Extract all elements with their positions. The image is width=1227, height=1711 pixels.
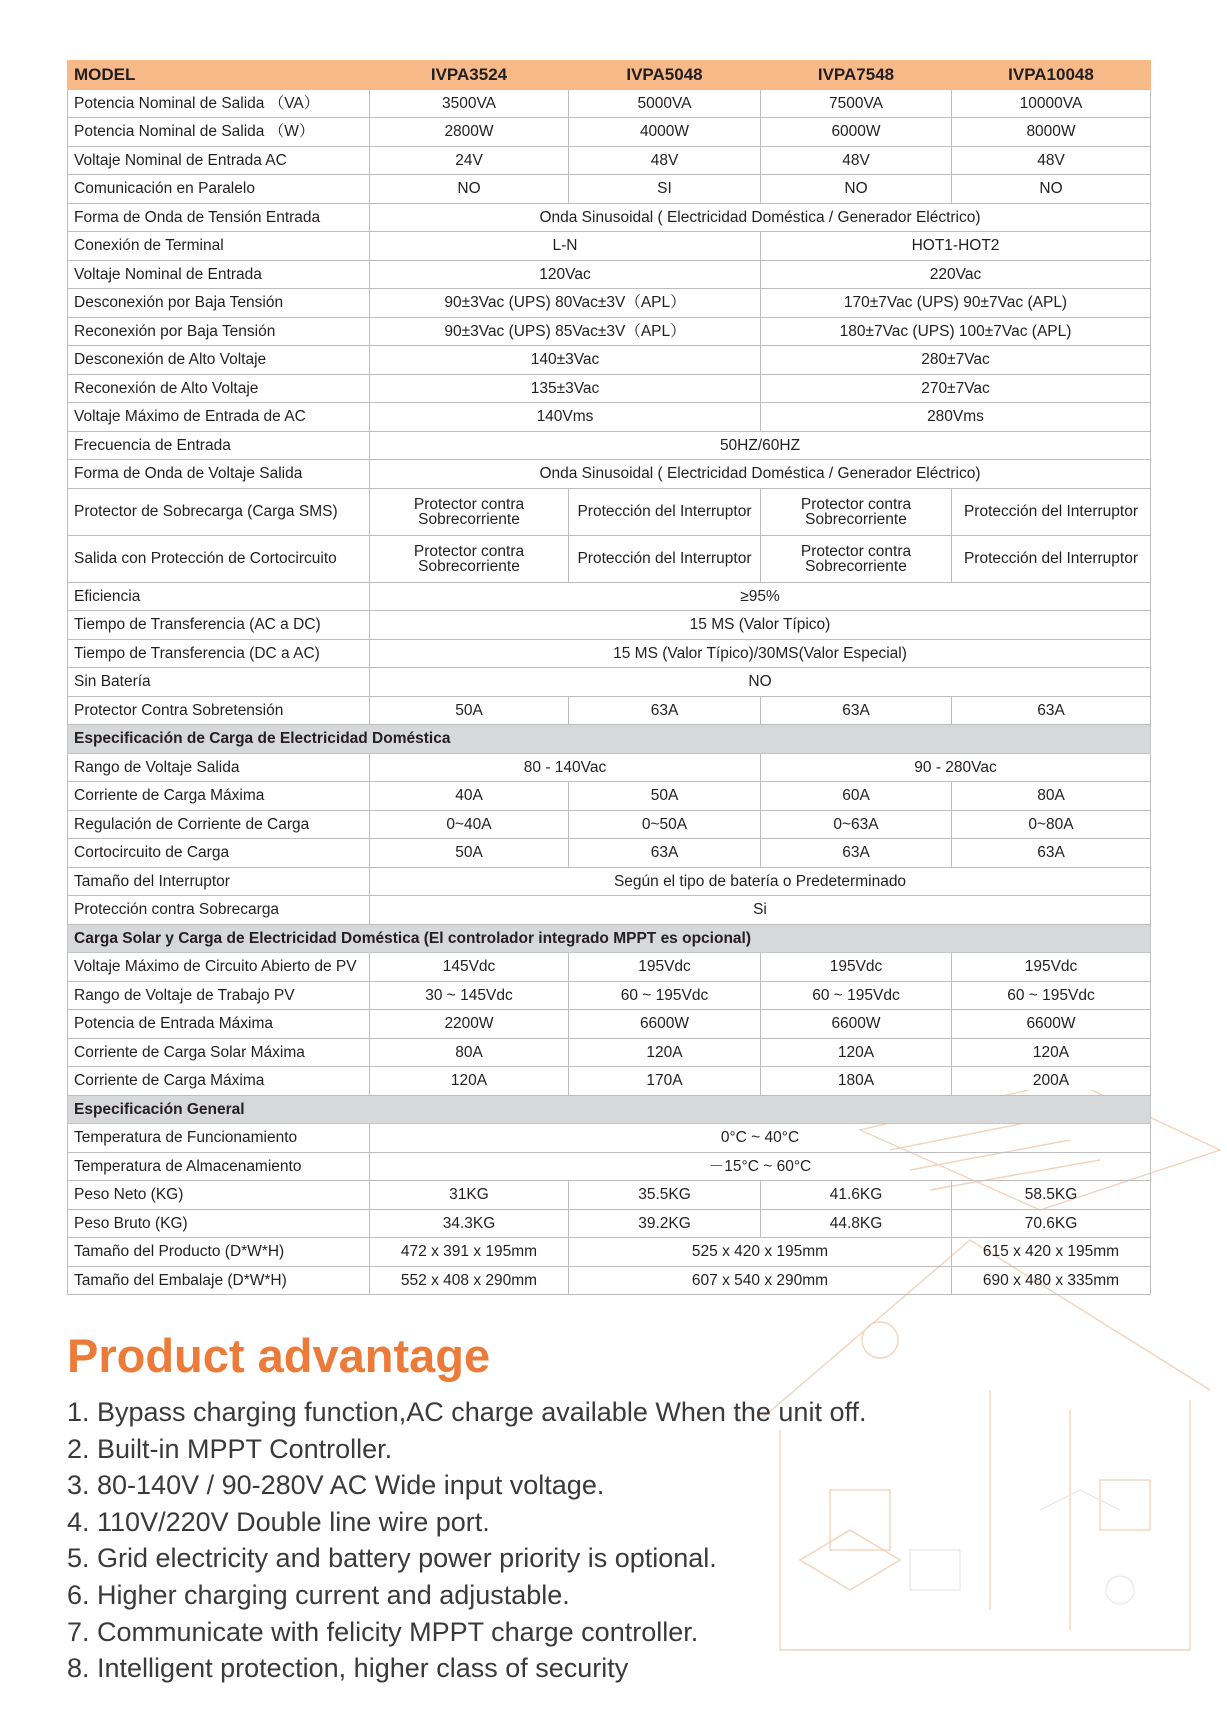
row-value: 60 ~ 195Vdc xyxy=(952,981,1151,1010)
row-value: 63A xyxy=(569,839,761,868)
row-label: Peso Bruto (KG) xyxy=(68,1209,370,1238)
row-value: 90 - 280Vac xyxy=(761,753,1151,782)
advantage-item: 2. Built-in MPPT Controller. xyxy=(67,1433,393,1464)
row-label: Forma de Onda de Tensión Entrada xyxy=(68,203,370,232)
row-value: 4000W xyxy=(569,118,761,147)
row-label: Sin Batería xyxy=(68,668,370,697)
table-row xyxy=(68,89,1151,118)
row-value: 195Vdc xyxy=(952,953,1151,982)
table-row xyxy=(68,535,1151,582)
row-value: 0~40A xyxy=(370,810,569,839)
table-row xyxy=(68,203,1151,232)
row-label: Tiempo de Transferencia (AC a DC) xyxy=(68,611,370,640)
row-value: Onda Sinusoidal ( Electricidad Doméstica / Generador Eléctrico) xyxy=(370,460,1151,489)
row-value: Protección del Interruptor xyxy=(569,488,761,535)
row-value: 6600W xyxy=(952,1010,1151,1039)
row-value: NO xyxy=(761,175,952,204)
row-value: 90±3Vac (UPS) 85Vac±3V（APL） xyxy=(370,317,761,346)
row-value: 0~80A xyxy=(952,810,1151,839)
row-value: Protección del Interruptor xyxy=(952,535,1151,582)
row-value: 15 MS (Valor Típico) xyxy=(370,611,1151,640)
row-value: 170±7Vac (UPS) 90±7Vac (APL) xyxy=(761,289,1151,318)
advantage-item: 6. Higher charging current and adjustable. xyxy=(67,1579,570,1610)
row-value: 615 x 420 x 195mm xyxy=(952,1238,1151,1267)
row-label: Temperatura de Almacenamiento xyxy=(68,1152,370,1181)
row-value: 6000W xyxy=(761,118,952,147)
row-label: Tamaño del Embalaje (D*W*H) xyxy=(68,1266,370,1295)
table-row xyxy=(68,289,1151,318)
table-row xyxy=(68,1067,1151,1096)
table-row xyxy=(68,611,1151,640)
row-value: Protección del Interruptor xyxy=(952,488,1151,535)
table-row xyxy=(68,1124,1151,1153)
table-row xyxy=(68,1038,1151,1067)
table-row xyxy=(68,668,1151,697)
row-value: 80A xyxy=(952,782,1151,811)
advantage-item: 7. Communicate with felicity MPPT charge controller. xyxy=(67,1616,699,1647)
row-label: Voltaje Nominal de Entrada xyxy=(68,260,370,289)
row-label: Eficiencia xyxy=(68,582,370,611)
row-label: Potencia de Entrada Máxima xyxy=(68,1010,370,1039)
table-header-row xyxy=(68,61,1151,90)
row-value: NO xyxy=(370,668,1151,697)
row-value: 120Vac xyxy=(370,260,761,289)
row-value: 70.6KG xyxy=(952,1209,1151,1238)
row-value: 195Vdc xyxy=(569,953,761,982)
row-value: L-N xyxy=(370,232,761,261)
row-value: 44.8KG xyxy=(761,1209,952,1238)
row-value: 80A xyxy=(370,1038,569,1067)
row-value: 35.5KG xyxy=(569,1181,761,1210)
table-row xyxy=(68,582,1151,611)
row-value: 30 ~ 145Vdc xyxy=(370,981,569,1010)
row-value: 220Vac xyxy=(761,260,1151,289)
row-value: 48V xyxy=(761,146,952,175)
header-model-name: IVPA3524 xyxy=(370,61,569,90)
row-value: 180±7Vac (UPS) 100±7Vac (APL) xyxy=(761,317,1151,346)
row-value: 50A xyxy=(569,782,761,811)
table-row xyxy=(68,175,1151,204)
row-value: Protector contra Sobrecorriente xyxy=(370,535,569,582)
row-value: ≥95% xyxy=(370,582,1151,611)
row-label: Potencia Nominal de Salida （VA） xyxy=(68,89,370,118)
row-label: Peso Neto (KG) xyxy=(68,1181,370,1210)
row-label: Temperatura de Funcionamiento xyxy=(68,1124,370,1153)
row-value: 5000VA xyxy=(569,89,761,118)
row-value: －15°C ~ 60°C xyxy=(370,1152,1151,1181)
row-value: 270±7Vac xyxy=(761,374,1151,403)
row-value: 48V xyxy=(569,146,761,175)
row-value: 472 x 391 x 195mm xyxy=(370,1238,569,1267)
table-row xyxy=(68,374,1151,403)
table-row xyxy=(68,1152,1151,1181)
table-row xyxy=(68,488,1151,535)
row-label: Cortocircuito de Carga xyxy=(68,839,370,868)
table-row xyxy=(68,696,1151,725)
advantage-item: 3. 80-140V / 90-280V AC Wide input voltage. xyxy=(67,1470,605,1501)
table-row xyxy=(68,431,1151,460)
table-row xyxy=(68,1209,1151,1238)
row-label: Protector de Sobrecarga (Carga SMS) xyxy=(68,488,370,535)
table-row xyxy=(68,867,1151,896)
row-value: 170A xyxy=(569,1067,761,1096)
table-row xyxy=(68,1181,1151,1210)
table-row xyxy=(68,460,1151,489)
section-row xyxy=(68,924,1151,953)
row-value: 120A xyxy=(569,1038,761,1067)
row-label: Frecuencia de Entrada xyxy=(68,431,370,460)
row-value: Onda Sinusoidal ( Electricidad Doméstica / Generador Eléctrico) xyxy=(370,203,1151,232)
spec-table xyxy=(67,60,1151,1295)
row-value: 48V xyxy=(952,146,1151,175)
row-value: 63A xyxy=(952,696,1151,725)
row-label: Tamaño del Producto (D*W*H) xyxy=(68,1238,370,1267)
table-row xyxy=(68,981,1151,1010)
row-label: Regulación de Corriente de Carga xyxy=(68,810,370,839)
row-value: 280Vms xyxy=(761,403,1151,432)
row-value: 24V xyxy=(370,146,569,175)
row-value: 40A xyxy=(370,782,569,811)
row-label: Rango de Voltaje de Trabajo PV xyxy=(68,981,370,1010)
header-model-name: IVPA7548 xyxy=(761,61,952,90)
row-value: 2200W xyxy=(370,1010,569,1039)
header-model-name: IVPA10048 xyxy=(952,61,1151,90)
row-value: 607 x 540 x 290mm xyxy=(569,1266,952,1295)
row-value: 0~50A xyxy=(569,810,761,839)
row-label: Protección contra Sobrecarga xyxy=(68,896,370,925)
section-row xyxy=(68,725,1151,754)
advantage-item: 4. 110V/220V Double line wire port. xyxy=(67,1506,490,1537)
row-label: Reconexión de Alto Voltaje xyxy=(68,374,370,403)
row-value: 63A xyxy=(761,839,952,868)
section-row xyxy=(68,1095,1151,1124)
table-row xyxy=(68,260,1151,289)
row-label: Voltaje Nominal de Entrada AC xyxy=(68,146,370,175)
row-label: Voltaje Máximo de Circuito Abierto de PV xyxy=(68,953,370,982)
row-value: Si xyxy=(370,896,1151,925)
row-label: Corriente de Carga Máxima xyxy=(68,782,370,811)
row-value: 120A xyxy=(952,1038,1151,1067)
row-value: 135±3Vac xyxy=(370,374,761,403)
row-value: 180A xyxy=(761,1067,952,1096)
row-value: 0~63A xyxy=(761,810,952,839)
advantage-item: 8. Intelligent protection, higher class of security xyxy=(67,1653,629,1684)
table-row xyxy=(68,1238,1151,1267)
row-value: HOT1-HOT2 xyxy=(761,232,1151,261)
row-label: Tamaño del Interruptor xyxy=(68,867,370,896)
row-value: 63A xyxy=(761,696,952,725)
table-row xyxy=(68,810,1151,839)
row-value: 50A xyxy=(370,839,569,868)
row-label: Forma de Onda de Voltaje Salida xyxy=(68,460,370,489)
row-value: 34.3KG xyxy=(370,1209,569,1238)
advantage-item: 1. Bypass charging function,AC charge available When the unit off. xyxy=(67,1397,867,1427)
row-label: Corriente de Carga Máxima xyxy=(68,1067,370,1096)
row-value: 90±3Vac (UPS) 80Vac±3V（APL） xyxy=(370,289,761,318)
table-row xyxy=(68,782,1151,811)
row-value: NO xyxy=(370,175,569,204)
advantage-list xyxy=(67,1394,866,1687)
table-row xyxy=(68,1010,1151,1039)
row-value: 60 ~ 195Vdc xyxy=(569,981,761,1010)
row-value: 31KG xyxy=(370,1181,569,1210)
row-value: Protector contra Sobrecorriente xyxy=(761,488,952,535)
row-label: Desconexión de Alto Voltaje xyxy=(68,346,370,375)
row-value: 80 - 140Vac xyxy=(370,753,761,782)
table-row xyxy=(68,346,1151,375)
row-value: 120A xyxy=(370,1067,569,1096)
row-value: 50A xyxy=(370,696,569,725)
row-value: 41.6KG xyxy=(761,1181,952,1210)
row-value: Protector contra Sobrecorriente xyxy=(761,535,952,582)
row-value: 39.2KG xyxy=(569,1209,761,1238)
row-value: 690 x 480 x 335mm xyxy=(952,1266,1151,1295)
header-model-name: IVPA5048 xyxy=(569,61,761,90)
row-value: 140Vms xyxy=(370,403,761,432)
table-row xyxy=(68,118,1151,147)
row-value: 10000VA xyxy=(952,89,1151,118)
row-value: 145Vdc xyxy=(370,953,569,982)
row-label: Voltaje Máximo de Entrada de AC xyxy=(68,403,370,432)
row-value: 3500VA xyxy=(370,89,569,118)
row-value: 63A xyxy=(569,696,761,725)
row-value: 280±7Vac xyxy=(761,346,1151,375)
row-value: 525 x 420 x 195mm xyxy=(569,1238,952,1267)
row-value: 50HZ/60HZ xyxy=(370,431,1151,460)
row-label: Corriente de Carga Solar Máxima xyxy=(68,1038,370,1067)
row-value: 120A xyxy=(761,1038,952,1067)
section-title: Carga Solar y Carga de Electricidad Doméstica (El controlador integrado MPPT es opcional) xyxy=(68,924,1151,953)
row-value: Según el tipo de batería o Predeterminado xyxy=(370,867,1151,896)
row-label: Protector Contra Sobretensión xyxy=(68,696,370,725)
row-value: 60 ~ 195Vdc xyxy=(761,981,952,1010)
table-row xyxy=(68,1266,1151,1295)
table-row xyxy=(68,753,1151,782)
row-value: 8000W xyxy=(952,118,1151,147)
row-value: 63A xyxy=(952,839,1151,868)
row-value: Protector contra Sobrecorriente xyxy=(370,488,569,535)
row-value: 552 x 408 x 290mm xyxy=(370,1266,569,1295)
row-value: 140±3Vac xyxy=(370,346,761,375)
row-value: 6600W xyxy=(569,1010,761,1039)
table-row xyxy=(68,403,1151,432)
row-label: Tiempo de Transferencia (DC a AC) xyxy=(68,639,370,668)
row-value: 60A xyxy=(761,782,952,811)
row-value: SI xyxy=(569,175,761,204)
section-title: Especificación General xyxy=(68,1095,1151,1124)
header-model-label: MODEL xyxy=(68,61,370,90)
row-value: 0°C ~ 40°C xyxy=(370,1124,1151,1153)
row-label: Comunicación en Paralelo xyxy=(68,175,370,204)
table-row xyxy=(68,146,1151,175)
row-label: Desconexión por Baja Tensión xyxy=(68,289,370,318)
product-advantage-title: Product advantage xyxy=(67,1329,491,1382)
section-title: Especificación de Carga de Electricidad Doméstica xyxy=(68,725,1151,754)
table-row xyxy=(68,639,1151,668)
table-row xyxy=(68,896,1151,925)
row-value: 200A xyxy=(952,1067,1151,1096)
table-row xyxy=(68,232,1151,261)
row-label: Reconexión por Baja Tensión xyxy=(68,317,370,346)
row-value: 58.5KG xyxy=(952,1181,1151,1210)
row-value: 2800W xyxy=(370,118,569,147)
row-label: Rango de Voltaje Salida xyxy=(68,753,370,782)
row-value: 195Vdc xyxy=(761,953,952,982)
table-row xyxy=(68,839,1151,868)
row-value: 7500VA xyxy=(761,89,952,118)
row-label: Salida con Protección de Cortocircuito xyxy=(68,535,370,582)
row-value: Protección del Interruptor xyxy=(569,535,761,582)
row-value: 6600W xyxy=(761,1010,952,1039)
advantage-item: 5. Grid electricity and battery power priority is optional. xyxy=(67,1543,717,1574)
table-row xyxy=(68,953,1151,982)
row-value: NO xyxy=(952,175,1151,204)
table-row xyxy=(68,317,1151,346)
row-label: Conexión de Terminal xyxy=(68,232,370,261)
row-label: Potencia Nominal de Salida （W） xyxy=(68,118,370,147)
row-value: 15 MS (Valor Típico)/30MS(Valor Especial) xyxy=(370,639,1151,668)
